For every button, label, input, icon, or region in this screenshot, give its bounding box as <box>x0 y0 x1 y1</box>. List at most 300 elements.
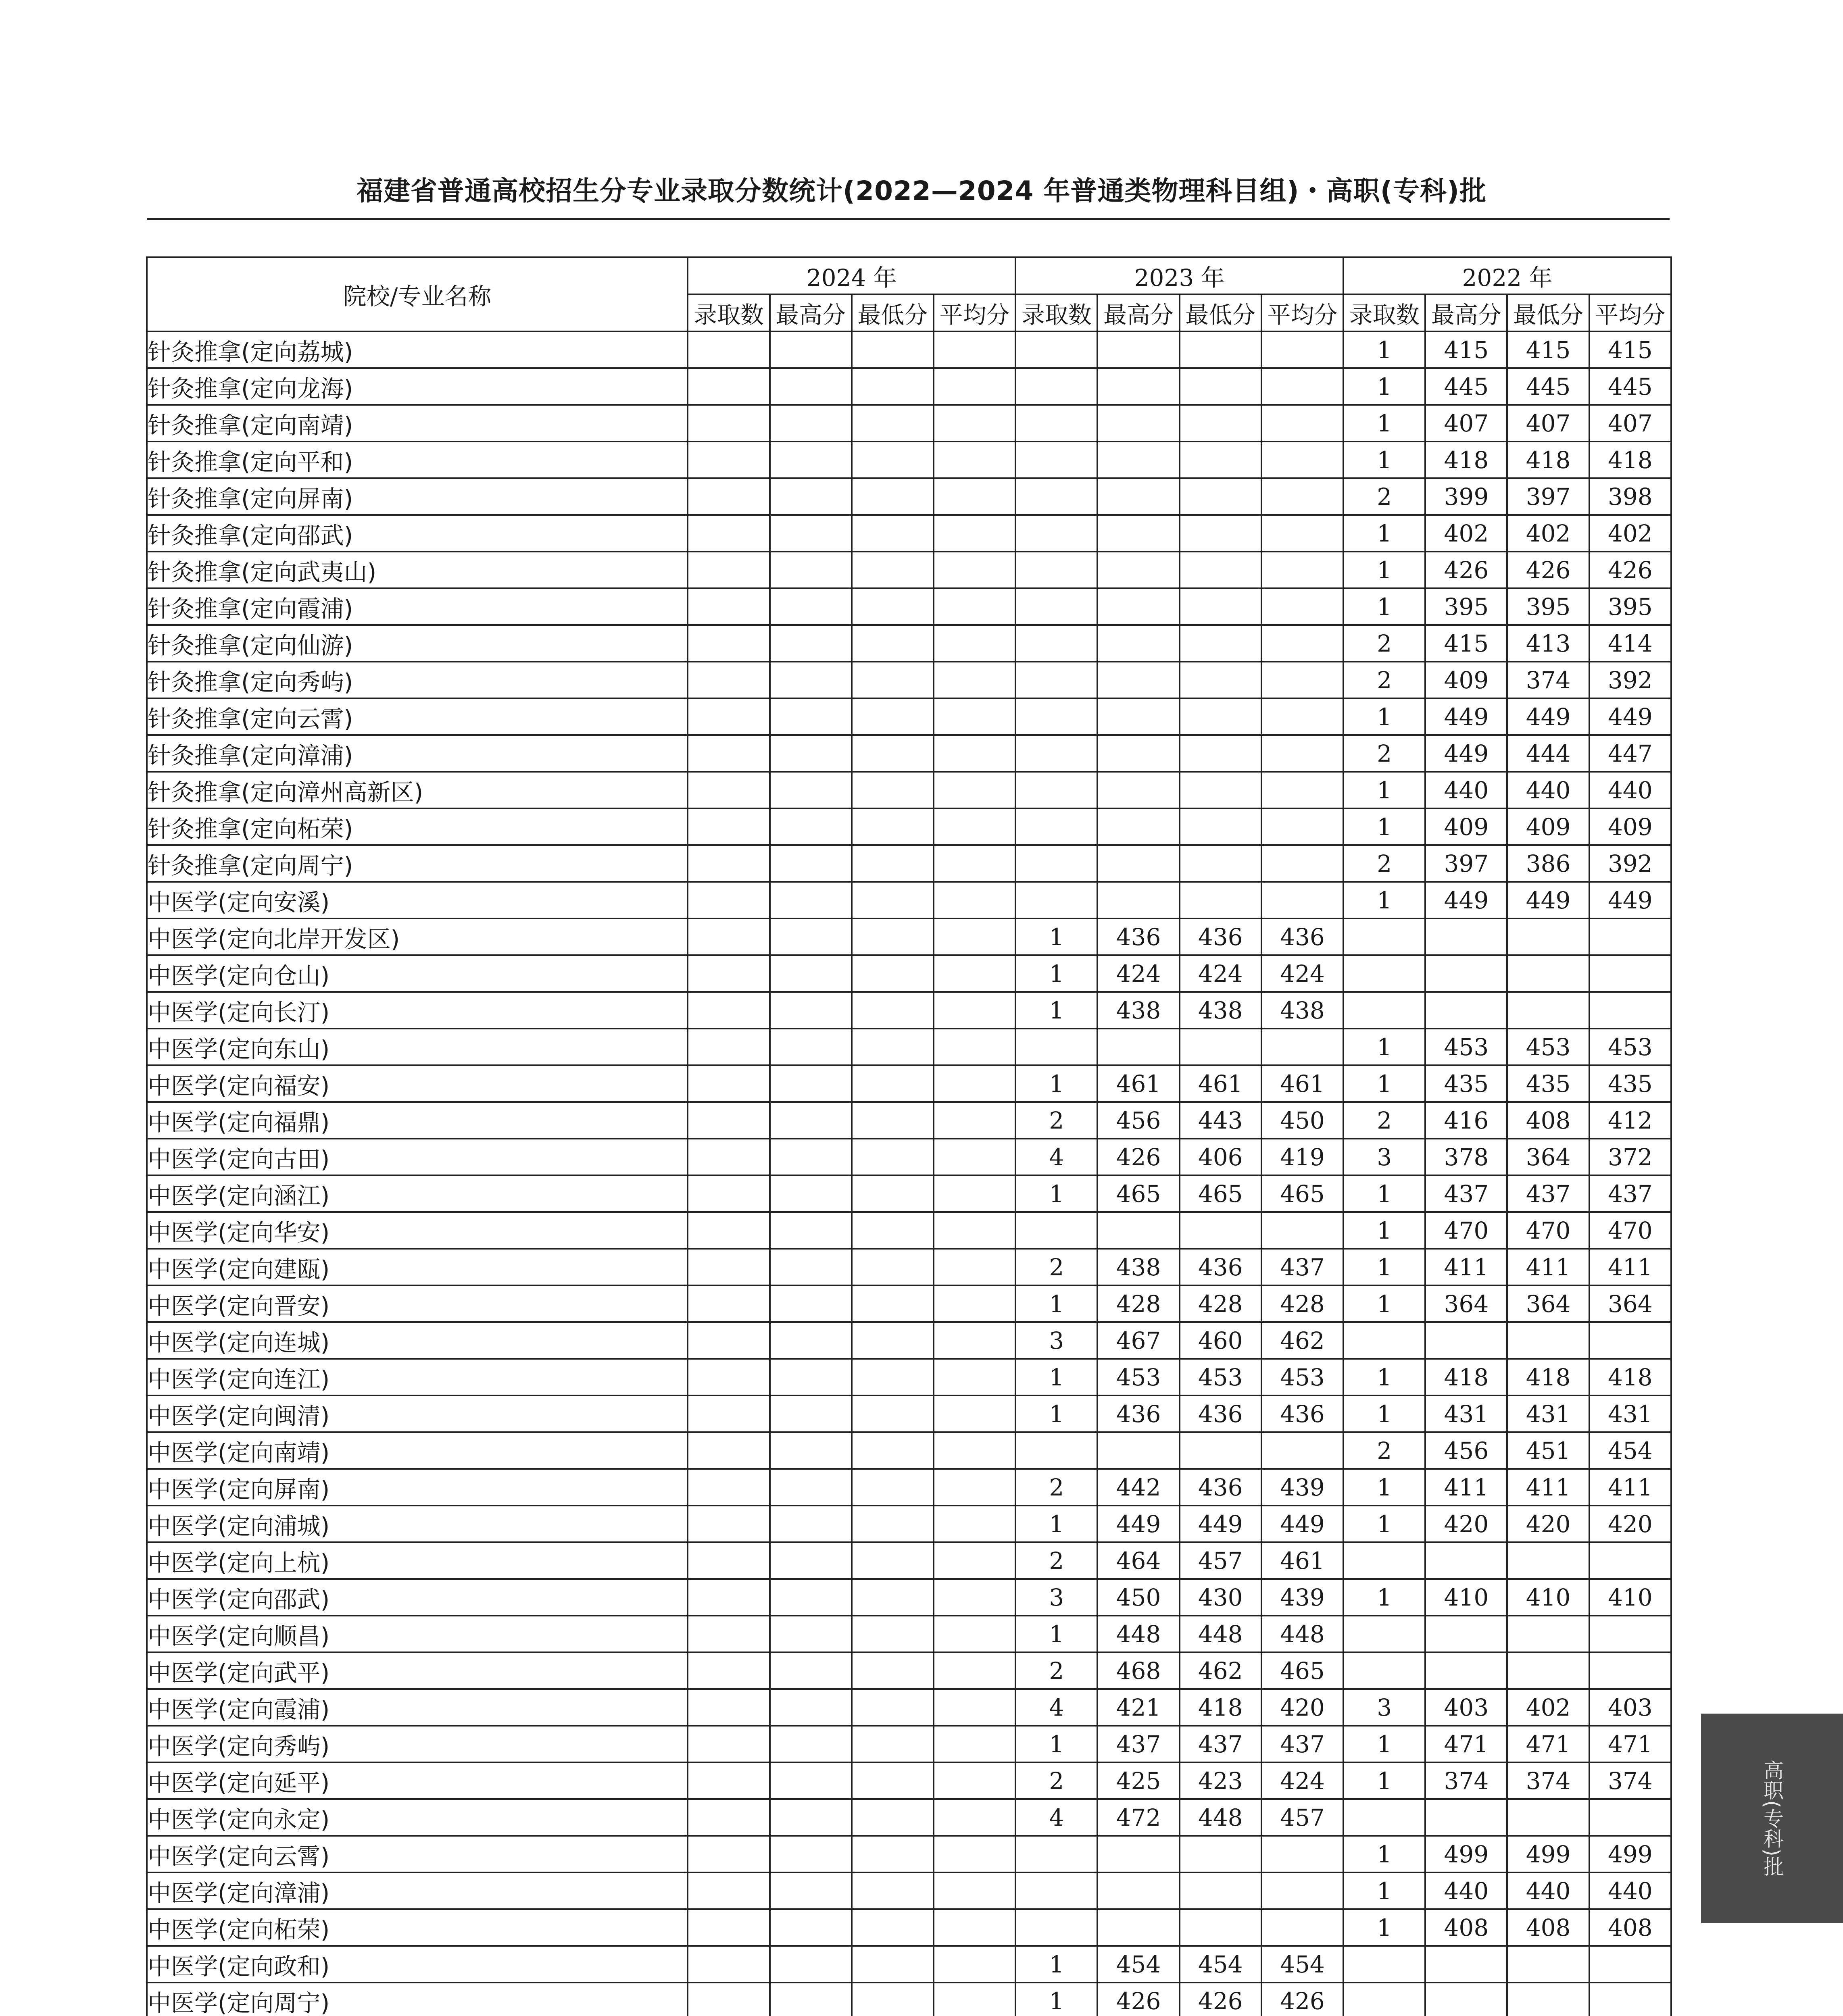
score-cell <box>1015 552 1097 588</box>
score-cell: 420 <box>1261 1689 1343 1726</box>
score-cell <box>852 1175 934 1212</box>
score-cell <box>770 1726 852 1762</box>
score-cell: 445 <box>1425 368 1507 405</box>
score-cell: 436 <box>1180 1249 1261 1285</box>
column-header-2024-3: 平均分 <box>934 294 1015 331</box>
score-cell: 457 <box>1180 1542 1261 1579</box>
score-cell <box>1425 1616 1507 1652</box>
score-cell <box>1180 1836 1261 1872</box>
score-cell <box>852 955 934 992</box>
score-cell <box>934 1652 1015 1689</box>
score-cell <box>852 735 934 772</box>
table-row <box>147 1285 1671 1322</box>
score-cell: 438 <box>1261 992 1343 1029</box>
score-cell: 426 <box>1097 1139 1179 1175</box>
score-cell <box>1097 882 1179 918</box>
score-cell: 1 <box>1015 1395 1097 1432</box>
score-cell <box>770 918 852 955</box>
table-row <box>147 955 1671 992</box>
program-name-cell: 针灸推拿(定向武夷山) <box>147 552 688 588</box>
score-cell <box>852 845 934 882</box>
score-cell: 436 <box>1261 1395 1343 1432</box>
score-cell: 471 <box>1589 1726 1671 1762</box>
score-cell <box>1015 625 1097 662</box>
score-cell <box>1343 1616 1425 1652</box>
score-cell <box>934 1212 1015 1249</box>
program-name-cell: 中医学(定向安溪) <box>147 882 688 918</box>
score-cell <box>852 1029 934 1065</box>
score-cell: 439 <box>1261 1469 1343 1506</box>
score-cell <box>688 1359 769 1395</box>
score-cell: 470 <box>1507 1212 1589 1249</box>
score-cell: 1 <box>1343 588 1425 625</box>
score-cell: 438 <box>1180 992 1261 1029</box>
score-cell: 2 <box>1015 1102 1097 1139</box>
score-cell: 409 <box>1425 662 1507 698</box>
score-cell: 397 <box>1425 845 1507 882</box>
score-cell <box>688 1872 769 1909</box>
score-cell: 409 <box>1589 808 1671 845</box>
score-cell <box>1097 442 1179 478</box>
score-cell <box>934 1726 1015 1762</box>
score-cell <box>934 1249 1015 1285</box>
score-cell: 426 <box>1425 552 1507 588</box>
score-cell <box>770 1139 852 1175</box>
score-cell <box>1589 1652 1671 1689</box>
score-cell: 1 <box>1015 992 1097 1029</box>
score-cell <box>934 1946 1015 1983</box>
score-cell: 411 <box>1589 1249 1671 1285</box>
column-header-2023-0: 录取数 <box>1015 294 1097 331</box>
table-row <box>147 1946 1671 1983</box>
score-cell: 411 <box>1425 1249 1507 1285</box>
score-cell <box>1097 405 1179 442</box>
score-cell: 454 <box>1261 1946 1343 1983</box>
program-name-cell: 中医学(定向福安) <box>147 1065 688 1102</box>
score-cell <box>934 845 1015 882</box>
program-name-cell: 中医学(定向涵江) <box>147 1175 688 1212</box>
score-cell <box>934 1689 1015 1726</box>
score-cell: 1 <box>1015 918 1097 955</box>
table-row <box>147 735 1671 772</box>
score-cell <box>770 1285 852 1322</box>
table-row <box>147 1836 1671 1872</box>
score-cell: 1 <box>1343 552 1425 588</box>
score-cell <box>852 1872 934 1909</box>
score-cell: 430 <box>1180 1579 1261 1616</box>
score-cell <box>1180 882 1261 918</box>
score-cell: 431 <box>1507 1395 1589 1432</box>
score-cell <box>688 1395 769 1432</box>
score-cell: 426 <box>1180 1983 1261 2016</box>
table-row <box>147 442 1671 478</box>
program-name-cell: 针灸推拿(定向秀屿) <box>147 662 688 698</box>
score-cell: 1 <box>1343 331 1425 368</box>
score-cell: 408 <box>1425 1909 1507 1946</box>
table-row <box>147 918 1671 955</box>
score-cell: 449 <box>1261 1506 1343 1542</box>
score-cell: 397 <box>1507 478 1589 515</box>
score-cell: 1 <box>1015 1616 1097 1652</box>
score-cell <box>934 1285 1015 1322</box>
section-side-tab <box>1701 1714 1843 1923</box>
program-name-cell: 中医学(定向上杭) <box>147 1542 688 1579</box>
score-cell: 449 <box>1097 1506 1179 1542</box>
score-cell: 392 <box>1589 845 1671 882</box>
score-cell <box>688 1432 769 1469</box>
score-cell: 426 <box>1589 552 1671 588</box>
score-cell <box>852 1212 934 1249</box>
score-cell <box>852 1469 934 1506</box>
score-cell <box>688 625 769 662</box>
score-cell: 2 <box>1343 625 1425 662</box>
score-cell <box>1507 1616 1589 1652</box>
score-cell <box>1180 1432 1261 1469</box>
score-cell <box>934 1065 1015 1102</box>
score-cell: 470 <box>1589 1212 1671 1249</box>
score-cell: 437 <box>1589 1175 1671 1212</box>
score-cell: 440 <box>1507 1872 1589 1909</box>
score-cell: 421 <box>1097 1689 1179 1726</box>
score-cell <box>852 1689 934 1726</box>
score-cell <box>1425 1799 1507 1836</box>
score-cell <box>770 1836 852 1872</box>
score-cell: 374 <box>1507 662 1589 698</box>
score-cell: 440 <box>1589 1872 1671 1909</box>
score-cell <box>1180 1872 1261 1909</box>
score-cell <box>688 478 769 515</box>
score-cell <box>688 1579 769 1616</box>
score-cell <box>1589 955 1671 992</box>
score-cell: 2 <box>1343 662 1425 698</box>
score-cell <box>1261 331 1343 368</box>
program-name-cell: 针灸推拿(定向漳州高新区) <box>147 772 688 808</box>
score-cell <box>770 1689 852 1726</box>
score-cell <box>934 772 1015 808</box>
score-cell <box>934 1029 1015 1065</box>
score-cell <box>1261 808 1343 845</box>
score-cell: 437 <box>1507 1175 1589 1212</box>
score-cell: 395 <box>1425 588 1507 625</box>
score-cell <box>688 1652 769 1689</box>
score-cell <box>1507 1799 1589 1836</box>
score-cell <box>688 1909 769 1946</box>
score-cell: 415 <box>1589 331 1671 368</box>
score-cell <box>1015 698 1097 735</box>
score-cell <box>934 992 1015 1029</box>
score-cell <box>1589 1322 1671 1359</box>
year-header-2024: 2024 年 <box>688 257 1015 294</box>
table-row <box>147 1359 1671 1395</box>
score-cell <box>852 1249 934 1285</box>
score-cell <box>934 1359 1015 1395</box>
table-row <box>147 1102 1671 1139</box>
score-cell: 449 <box>1425 735 1507 772</box>
score-cell <box>934 1432 1015 1469</box>
score-cell <box>1425 1542 1507 1579</box>
score-cell <box>852 1983 934 2016</box>
table-row <box>147 1175 1671 1212</box>
score-cell <box>934 1616 1015 1652</box>
score-cell <box>688 1983 769 2016</box>
score-cell <box>770 625 852 662</box>
score-cell <box>1097 1909 1179 1946</box>
score-cell <box>1097 1029 1179 1065</box>
score-cell: 436 <box>1180 1395 1261 1432</box>
score-cell: 407 <box>1589 405 1671 442</box>
score-cell <box>1180 1909 1261 1946</box>
table-row <box>147 1395 1671 1432</box>
score-cell <box>1180 662 1261 698</box>
score-cell <box>770 955 852 992</box>
score-cell <box>1180 698 1261 735</box>
score-cell <box>1589 1799 1671 1836</box>
score-cell <box>770 1359 852 1395</box>
table-row <box>147 1726 1671 1762</box>
program-name-cell: 中医学(定向政和) <box>147 1946 688 1983</box>
score-cell <box>1015 1432 1097 1469</box>
score-cell <box>688 1836 769 1872</box>
score-cell <box>688 1139 769 1175</box>
score-cell: 436 <box>1180 918 1261 955</box>
score-cell <box>688 955 769 992</box>
admission-scores-table <box>146 256 1672 2016</box>
score-cell <box>1589 1983 1671 2016</box>
score-cell: 448 <box>1097 1616 1179 1652</box>
score-cell <box>1015 735 1097 772</box>
score-cell: 1 <box>1343 1395 1425 1432</box>
table-row <box>147 808 1671 845</box>
score-cell: 454 <box>1589 1432 1671 1469</box>
score-cell <box>1425 1652 1507 1689</box>
score-cell <box>1261 405 1343 442</box>
score-cell <box>852 1285 934 1322</box>
score-cell <box>1261 625 1343 662</box>
column-header-2022-3: 平均分 <box>1589 294 1671 331</box>
score-cell <box>770 1946 852 1983</box>
score-cell <box>1261 515 1343 552</box>
program-name-cell: 中医学(定向霞浦) <box>147 1689 688 1726</box>
column-header-2023-1: 最高分 <box>1097 294 1179 331</box>
score-cell <box>1261 1836 1343 1872</box>
score-cell <box>1589 992 1671 1029</box>
score-cell: 3 <box>1015 1579 1097 1616</box>
score-cell <box>688 405 769 442</box>
score-cell: 440 <box>1589 772 1671 808</box>
score-cell <box>852 1616 934 1652</box>
score-cell <box>770 368 852 405</box>
score-cell <box>1180 1029 1261 1065</box>
score-cell <box>770 405 852 442</box>
score-cell <box>934 478 1015 515</box>
score-cell: 1 <box>1015 1359 1097 1395</box>
column-header-2022-2: 最低分 <box>1507 294 1589 331</box>
score-cell: 437 <box>1180 1726 1261 1762</box>
score-cell: 1 <box>1343 1836 1425 1872</box>
program-name-cell: 中医学(定向永定) <box>147 1799 688 1836</box>
score-cell <box>688 442 769 478</box>
score-cell <box>934 1175 1015 1212</box>
score-cell: 2 <box>1015 1652 1097 1689</box>
score-cell <box>1261 552 1343 588</box>
score-cell <box>852 1359 934 1395</box>
score-cell <box>770 515 852 552</box>
score-cell <box>688 735 769 772</box>
score-cell <box>1180 1212 1261 1249</box>
table-row <box>147 1983 1671 2016</box>
score-cell <box>1097 735 1179 772</box>
score-cell <box>1180 478 1261 515</box>
score-cell: 424 <box>1261 1762 1343 1799</box>
score-cell <box>688 882 769 918</box>
table-row <box>147 625 1671 662</box>
score-cell <box>852 1139 934 1175</box>
score-cell <box>1015 1212 1097 1249</box>
score-cell: 420 <box>1507 1506 1589 1542</box>
score-cell <box>934 1909 1015 1946</box>
table-row <box>147 1506 1671 1542</box>
score-cell <box>688 698 769 735</box>
score-cell <box>1180 735 1261 772</box>
score-cell <box>770 992 852 1029</box>
score-cell: 1 <box>1015 1175 1097 1212</box>
column-header-2024-2: 最低分 <box>852 294 934 331</box>
score-cell <box>852 882 934 918</box>
score-cell <box>1097 478 1179 515</box>
score-cell <box>934 1799 1015 1836</box>
table-row <box>147 478 1671 515</box>
program-name-cell: 针灸推拿(定向平和) <box>147 442 688 478</box>
score-cell: 2 <box>1015 1469 1097 1506</box>
program-name-cell: 针灸推拿(定向屏南) <box>147 478 688 515</box>
score-cell <box>852 1799 934 1836</box>
score-cell: 438 <box>1097 1249 1179 1285</box>
score-cell <box>688 772 769 808</box>
score-cell: 413 <box>1507 625 1589 662</box>
score-cell <box>688 1212 769 1249</box>
score-cell <box>1180 588 1261 625</box>
score-cell <box>770 442 852 478</box>
score-cell: 424 <box>1261 955 1343 992</box>
program-name-cell: 中医学(定向连江) <box>147 1359 688 1395</box>
score-cell <box>1261 442 1343 478</box>
score-cell: 410 <box>1425 1579 1507 1616</box>
score-cell <box>852 1506 934 1542</box>
score-cell <box>1343 1983 1425 2016</box>
score-cell: 1 <box>1343 1249 1425 1285</box>
score-cell <box>852 1946 934 1983</box>
score-cell: 2 <box>1343 1102 1425 1139</box>
program-name-cell: 中医学(定向晋安) <box>147 1285 688 1322</box>
score-cell <box>1180 845 1261 882</box>
table-row <box>147 882 1671 918</box>
table-body <box>147 331 1671 2016</box>
score-cell <box>770 772 852 808</box>
score-cell <box>852 1322 934 1359</box>
score-cell <box>1015 1836 1097 1872</box>
score-cell: 435 <box>1507 1065 1589 1102</box>
score-cell <box>1015 845 1097 882</box>
table-row <box>147 1542 1671 1579</box>
program-name-cell: 中医学(定向仓山) <box>147 955 688 992</box>
score-cell <box>1261 1909 1343 1946</box>
score-cell <box>1097 698 1179 735</box>
score-cell <box>770 1762 852 1799</box>
score-cell: 415 <box>1425 625 1507 662</box>
score-cell: 424 <box>1180 955 1261 992</box>
score-cell: 431 <box>1589 1395 1671 1432</box>
score-cell: 449 <box>1507 698 1589 735</box>
column-header-name: 院校/专业名称 <box>147 257 688 331</box>
score-cell <box>770 588 852 625</box>
score-cell <box>852 1909 934 1946</box>
table-row <box>147 1579 1671 1616</box>
score-cell: 499 <box>1425 1836 1507 1872</box>
score-cell <box>1507 1946 1589 1983</box>
score-cell <box>852 698 934 735</box>
score-cell: 411 <box>1589 1469 1671 1506</box>
score-cell: 412 <box>1589 1102 1671 1139</box>
score-cell <box>852 1836 934 1872</box>
program-name-cell: 中医学(定向屏南) <box>147 1469 688 1506</box>
score-cell: 462 <box>1261 1322 1343 1359</box>
score-cell: 448 <box>1261 1616 1343 1652</box>
score-cell <box>1180 515 1261 552</box>
score-cell <box>852 1065 934 1102</box>
score-cell <box>1343 918 1425 955</box>
table-row <box>147 1139 1671 1175</box>
score-cell <box>1097 331 1179 368</box>
score-cell <box>852 552 934 588</box>
score-cell: 472 <box>1097 1799 1179 1836</box>
score-cell: 437 <box>1261 1726 1343 1762</box>
score-cell <box>688 1029 769 1065</box>
score-cell: 453 <box>1180 1359 1261 1395</box>
score-cell: 453 <box>1589 1029 1671 1065</box>
score-cell <box>1097 1432 1179 1469</box>
score-cell <box>1425 955 1507 992</box>
score-cell <box>770 1212 852 1249</box>
score-cell: 426 <box>1097 1983 1179 2016</box>
score-cell <box>1097 625 1179 662</box>
page-header-title: 福建省普通高校招生分专业录取分数统计(2022—2024 年普通类物理科目组)・高职(专科)批 <box>356 175 1487 206</box>
score-cell: 465 <box>1261 1652 1343 1689</box>
score-cell <box>688 1689 769 1726</box>
score-cell: 414 <box>1589 625 1671 662</box>
score-cell <box>934 1542 1015 1579</box>
score-cell: 1 <box>1343 1212 1425 1249</box>
score-cell <box>1097 1872 1179 1909</box>
score-cell: 411 <box>1507 1469 1589 1506</box>
program-name-cell: 中医学(定向武平) <box>147 1652 688 1689</box>
score-cell: 415 <box>1425 331 1507 368</box>
score-cell <box>852 992 934 1029</box>
score-cell <box>1097 1212 1179 1249</box>
header-divider <box>147 218 1670 220</box>
score-cell <box>1097 515 1179 552</box>
score-cell <box>770 1029 852 1065</box>
score-cell <box>1343 992 1425 1029</box>
score-cell <box>1097 808 1179 845</box>
score-cell <box>852 662 934 698</box>
score-cell <box>852 1102 934 1139</box>
score-cell <box>1180 808 1261 845</box>
table-row <box>147 1432 1671 1469</box>
score-cell <box>852 405 934 442</box>
score-cell: 465 <box>1097 1175 1179 1212</box>
program-name-cell: 中医学(定向漳浦) <box>147 1872 688 1909</box>
score-cell: 450 <box>1261 1102 1343 1139</box>
